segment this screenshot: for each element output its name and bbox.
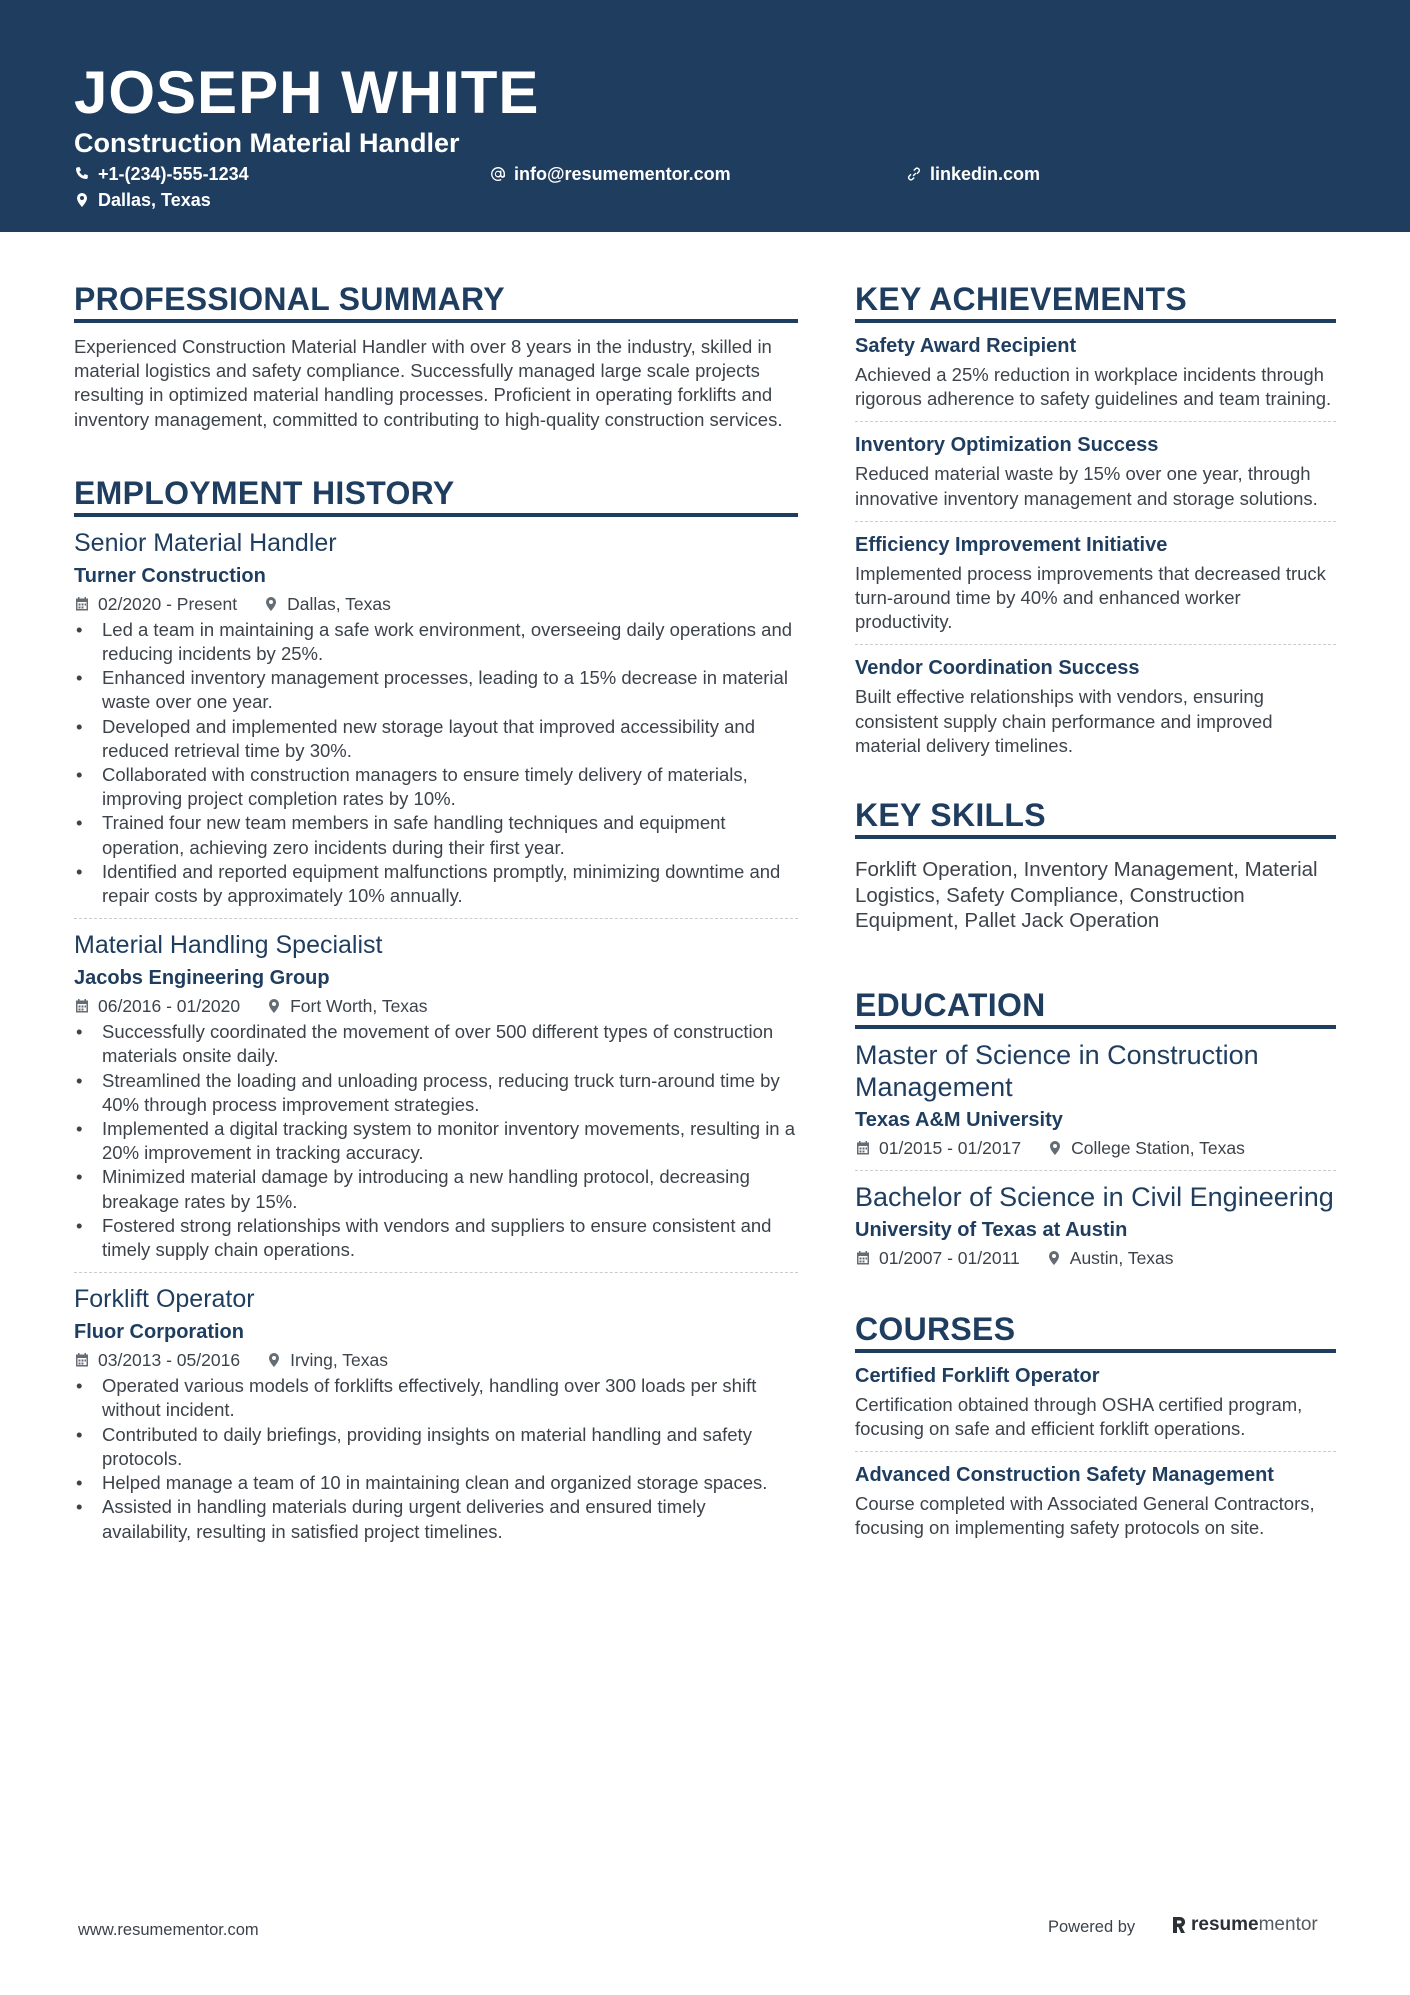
course-desc: Course completed with Associated General Contractors, focusing on implementing safety protocols on site. — [855, 1492, 1315, 1539]
achievement-item — [855, 655, 1336, 758]
section-heading: KEY SKILLS — [855, 796, 1336, 839]
location-pin-icon — [266, 998, 282, 1014]
education-meta — [855, 1136, 1336, 1160]
achievement-item — [855, 532, 1336, 646]
job-location: Irving, Texas — [290, 1350, 388, 1371]
divider — [855, 644, 1336, 645]
job-entry — [74, 929, 798, 1273]
list-item: • Collaborated with construction managers to ensure timely delivery of materials, improving project completion rates by 10%. — [74, 763, 798, 811]
list-item: • Trained four new team members in safe handling techniques and equipment operation, achieving zero incidents during their first year. — [74, 811, 798, 859]
course-title: Certified Forklift Operator — [855, 1364, 1100, 1387]
list-item: • Enhanced inventory management processes, leading to a 15% decrease in material waste over one year. — [74, 666, 798, 714]
degree-title: Master of Science in Construction Management — [855, 1039, 1259, 1102]
linkedin-text: linkedin.com — [930, 164, 1041, 184]
education-location: College Station, Texas — [1071, 1137, 1245, 1158]
contact-email[interactable] — [490, 163, 731, 185]
achievement-title: Inventory Optimization Success — [855, 434, 1159, 457]
achievement-title: Vendor Coordination Success — [855, 657, 1140, 680]
section-heading: EMPLOYMENT HISTORY — [74, 474, 798, 517]
employment-section — [74, 474, 798, 1544]
job-entry — [74, 1283, 798, 1543]
achievement-desc: Built effective relationships with vendors, ensuring consistent supply chain performance and improved material delivery timelines. — [855, 686, 1273, 756]
list-item: • Helped manage a team of 10 in maintaining clean and organized storage spaces. — [74, 1471, 798, 1495]
calendar-icon — [74, 998, 90, 1014]
location-text: Dallas, Texas — [98, 190, 211, 210]
job-bullets — [74, 1374, 798, 1543]
summary-text: Experienced Construction Material Handler with over 8 years in the industry, skilled in material logistics and safety compliance. Successfully managed large scale projects resulting in optimized material handling processes. Proficient in operating forklifts and inventory management, committed to contributing to high-quality construction services. — [74, 336, 783, 430]
job-entry — [74, 527, 798, 919]
brand-mark-icon — [1171, 1915, 1187, 1935]
section-heading: COURSES — [855, 1310, 1336, 1353]
location-pin-icon — [266, 1352, 282, 1368]
contact-location — [74, 189, 211, 211]
job-bullets — [74, 618, 798, 908]
candidate-title: Construction Material Handler — [74, 128, 460, 158]
education-location: Austin, Texas — [1069, 1247, 1174, 1268]
achievement-desc: Implemented process improvements that decreased truck turn-around time by 40% and enhanced worker productivity. — [855, 562, 1326, 633]
link-icon — [906, 166, 922, 182]
resume-header — [0, 0, 1410, 232]
candidate-name: JOSEPH WHITE — [74, 59, 540, 126]
divider — [855, 421, 1336, 422]
location-pin-icon — [263, 596, 279, 612]
achievement-item — [855, 432, 1336, 521]
list-item: • Fostered strong relationships with vendors and suppliers to ensure consistent and timely supply chain operations. — [74, 1214, 798, 1262]
job-dates: 06/2016 - 01/2020 — [98, 996, 241, 1017]
at-icon — [490, 166, 506, 182]
achievement-title: Efficiency Improvement Initiative — [855, 533, 1168, 556]
calendar-icon — [855, 1140, 871, 1156]
list-item: • Led a team in maintaining a safe work environment, overseeing daily operations and reducing incidents by 25%. — [74, 618, 798, 666]
school-name: Texas A&M University — [855, 1108, 1063, 1131]
calendar-icon — [855, 1250, 871, 1266]
phone-text: +1-(234)-555-1234 — [98, 164, 249, 184]
brand-logo[interactable] — [1171, 1914, 1318, 1936]
achievement-desc: Reduced material waste by 15% over one year, through innovative inventory management and storage solutions. — [855, 463, 1318, 509]
job-company: Fluor Corporation — [74, 1321, 244, 1344]
section-heading: KEY ACHIEVEMENTS — [855, 280, 1336, 323]
list-item: • Contributed to daily briefings, providing insights on material handling and safety protocols. — [74, 1423, 798, 1471]
list-item: • Assisted in handling materials during urgent deliveries and ensured timely availability, resulting in satisfied project timelines. — [74, 1495, 798, 1543]
job-meta — [74, 1348, 798, 1372]
courses-section — [855, 1310, 1336, 1541]
job-bullets — [74, 1020, 798, 1262]
degree-title: Bachelor of Science in Civil Engineering — [855, 1181, 1334, 1212]
job-meta — [74, 592, 798, 616]
job-company: Jacobs Engineering Group — [74, 967, 330, 990]
education-section — [855, 986, 1336, 1270]
divider — [855, 1451, 1336, 1452]
brand-name-light: mentor — [1258, 1914, 1318, 1935]
course-item — [855, 1363, 1336, 1452]
course-desc: Certification obtained through OSHA certified program, focusing on safe and efficient forklift operations. — [855, 1393, 1303, 1439]
course-title: Advanced Construction Safety Management — [855, 1463, 1274, 1486]
education-item — [855, 1181, 1336, 1270]
brand-name-bold: resume — [1191, 1914, 1259, 1935]
list-item: • Developed and implemented new storage layout that improved accessibility and reduced retrieval time by 30%. — [74, 715, 798, 763]
footer-url[interactable]: www.resumementor.com — [78, 1921, 259, 1939]
left-column — [74, 280, 798, 1544]
education-dates: 01/2015 - 01/2017 — [879, 1137, 1022, 1158]
school-name: University of Texas at Austin — [855, 1218, 1128, 1241]
achievements-section — [855, 280, 1336, 758]
list-item: • Operated various models of forklifts effectively, handling over 300 loads per shift without incident. — [74, 1374, 798, 1422]
list-item: • Successfully coordinated the movement of over 500 different types of construction materials onsite daily. — [74, 1020, 798, 1068]
education-meta — [855, 1246, 1336, 1270]
achievement-title: Safety Award Recipient — [855, 335, 1077, 357]
job-location: Fort Worth, Texas — [290, 996, 428, 1017]
contact-linkedin[interactable] — [906, 163, 1040, 185]
section-heading: PROFESSIONAL SUMMARY — [74, 280, 798, 323]
job-title: Forklift Operator — [74, 1285, 255, 1314]
summary-section — [74, 280, 798, 432]
job-title: Senior Material Handler — [74, 528, 337, 557]
job-dates: 02/2020 - Present — [98, 593, 238, 614]
divider — [855, 1170, 1336, 1171]
achievement-item — [855, 333, 1336, 422]
list-item: • Minimized material damage by introducing a new handling protocol, decreasing breakage rates by 15%. — [74, 1165, 798, 1213]
divider — [855, 521, 1336, 522]
job-location: Dallas, Texas — [287, 593, 391, 614]
course-item — [855, 1462, 1336, 1540]
divider — [74, 1272, 798, 1273]
skills-text: Forklift Operation, Inventory Management, Material Logistics, Safety Compliance, Construction Equipment, Pallet Jack Operation — [855, 858, 1318, 933]
education-dates: 01/2007 - 01/2011 — [879, 1247, 1020, 1268]
achievement-desc: Achieved a 25% reduction in workplace incidents through rigorous adherence to safety guidelines and team training. — [855, 364, 1332, 410]
section-heading: EDUCATION — [855, 986, 1336, 1029]
job-dates: 03/2013 - 05/2016 — [98, 1350, 241, 1371]
calendar-icon — [74, 1352, 90, 1368]
location-pin-icon — [1046, 1250, 1062, 1266]
right-column — [855, 280, 1336, 1540]
skills-section — [855, 796, 1336, 934]
location-pin-icon — [1047, 1140, 1063, 1156]
job-meta — [74, 994, 798, 1018]
location-pin-icon — [74, 192, 90, 208]
powered-by-label: Powered by — [1048, 1918, 1136, 1936]
education-item — [855, 1039, 1336, 1171]
phone-icon — [74, 166, 90, 182]
contact-phone[interactable] — [74, 163, 249, 185]
list-item: • Implemented a digital tracking system to monitor inventory movements, resulting in a 20% improvement in tracking accuracy. — [74, 1117, 798, 1165]
job-company: Turner Construction — [74, 564, 266, 587]
list-item: • Streamlined the loading and unloading process, reducing truck turn-around time by 40% through process improvement strategies. — [74, 1069, 798, 1117]
calendar-icon — [74, 596, 90, 612]
job-title: Material Handling Specialist — [74, 931, 383, 960]
list-item: • Identified and reported equipment malfunctions promptly, minimizing downtime and repair costs by approximately 10% annually. — [74, 860, 798, 908]
divider — [74, 918, 798, 919]
email-text: info@resumementor.com — [514, 164, 731, 184]
